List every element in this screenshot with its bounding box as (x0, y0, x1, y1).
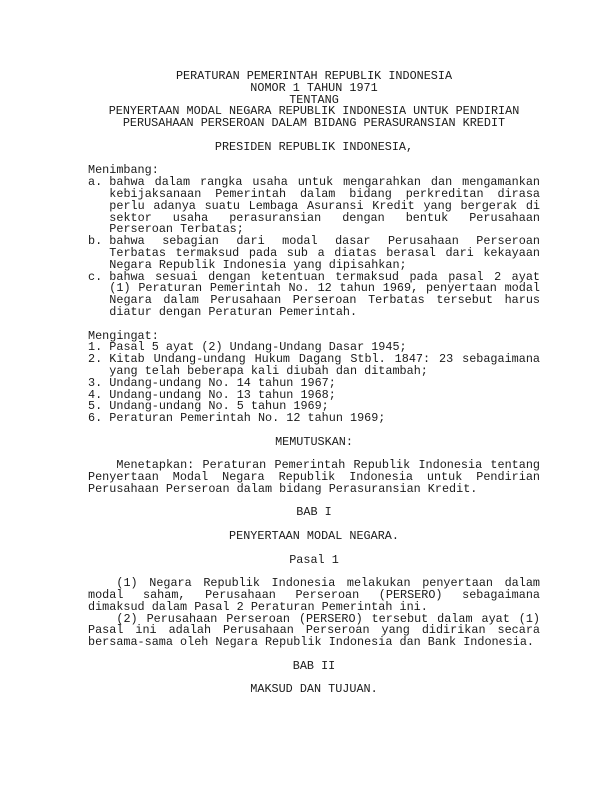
title-number: NOMOR 1 TAHUN 1971 (250, 80, 378, 95)
president-heading: PRESIDEN REPUBLIK INDONESIA, (214, 139, 414, 154)
list-item (88, 177, 540, 236)
list-item (88, 354, 540, 378)
list-item (88, 413, 540, 425)
list-item-text: bahwa dalam rangka usaha untuk mengarahkan dan mengamankan kebijaksanaan Pemerintah dalam bidang perkreditan dirasa perlu adanya suatu Lembaga Asuransi Kredit yang bergerak di sektor usaha perasuransian dengan bentuk Perusahaan Perseroan Terbatas; (109, 175, 540, 237)
title-subject-line-1: PENYERTAAN MODAL NEGARA REPUBLIK INDONESIA UNTUK PENDIRIAN (108, 104, 520, 119)
list-marker: 1. (88, 340, 103, 355)
list-marker: 4. (88, 387, 103, 402)
chapter-heading: BAB II (292, 658, 336, 673)
title-subject-line-2: PERUSAHAAN PERSEROAN DALAM BIDANG PERASURANSIAN KREDIT (122, 116, 506, 131)
list-item (88, 269, 540, 319)
list-marker: 6. (88, 411, 103, 426)
list-item-text: Undang-undang No. 13 tahun 1968; (109, 387, 336, 402)
document-page (88, 71, 540, 696)
title-tentang: TENTANG (289, 92, 339, 107)
list-marker: c. (88, 269, 103, 284)
list-item-text: Pasal 5 ayat (2) Undang-Undang Dasar 1945; (109, 340, 407, 355)
mengingat-label: Mengingat: (88, 328, 159, 343)
article-paragraph: (1) Negara Republik Indonesia melakukan penyertaan dalam modal saham, Perusahaan Perseroan (PERSERO) sebagaimana dimaksud dalam Pasal 2 Peraturan Pemerintah ini. (88, 576, 540, 614)
list-marker: a. (88, 175, 103, 190)
list-marker: 5. (88, 399, 103, 414)
chapter-title: PENYERTAAN MODAL NEGARA. (229, 529, 399, 544)
article-heading: Pasal 1 (289, 552, 339, 567)
chapter-title: MAKSUD DAN TUJUAN. (250, 682, 378, 697)
list-item (88, 236, 540, 271)
list-item-text: bahwa sebagian dari modal dasar Perusahaan Perseroan Terbatas termaksud pada sub a diatas berasal dari kekayaan Negara Republik Indonesia yang dipisahkan; (109, 234, 540, 272)
list-marker: 3. (88, 375, 103, 390)
chapter-heading: BAB I (296, 505, 332, 520)
menimbang-section (88, 165, 540, 318)
list-item-text: Kitab Undang-undang Hukum Dagang Stbl. 1847: 23 sebagaimana yang telah beberapa kali diubah dan ditambah; (109, 352, 540, 378)
title-line: PERATURAN PEMERINTAH REPUBLIK INDONESIA (175, 69, 453, 83)
list-marker: b. (88, 234, 103, 249)
list-item-text: bahwa sesuai dengan ketentuan termaksud pada pasal 2 ayat (1) Peraturan Pemerintah No. 12 tahun 1969, penyertaan modal Negara dalam Perusahaan Perseroan Terbatas tersebut harus diatur dengan Peraturan Pemerintah. (109, 269, 540, 319)
article-paragraph: (2) Perusahaan Perseroan (PERSERO) tersebut dalam ayat (1) Pasal ini adalah Perusahaan Perseroan yang didirikan secara bersama-sama oleh Negara Republik Indonesia dan Bank Indonesia. (88, 611, 540, 650)
list-item-text: Undang-undang No. 5 tahun 1969; (109, 399, 329, 414)
document-title (88, 71, 540, 130)
list-marker: 2. (88, 352, 103, 367)
menetapkan-paragraph: Menetapkan: Peraturan Pemerintah Republik Indonesia tentang Penyertaan Modal Negara Republik Indonesia untuk Pendirian Perusahaan Perseroan dalam bidang Perasuransian Kredit. (88, 458, 540, 496)
list-item-text: Undang-undang No. 14 tahun 1967; (109, 375, 336, 390)
memutuskan-heading: MEMUTUSKAN: (275, 434, 353, 449)
menimbang-label: Menimbang: (88, 163, 159, 178)
mengingat-section (88, 328, 540, 426)
list-item-text: Peraturan Pemerintah No. 12 tahun 1969; (109, 411, 386, 426)
